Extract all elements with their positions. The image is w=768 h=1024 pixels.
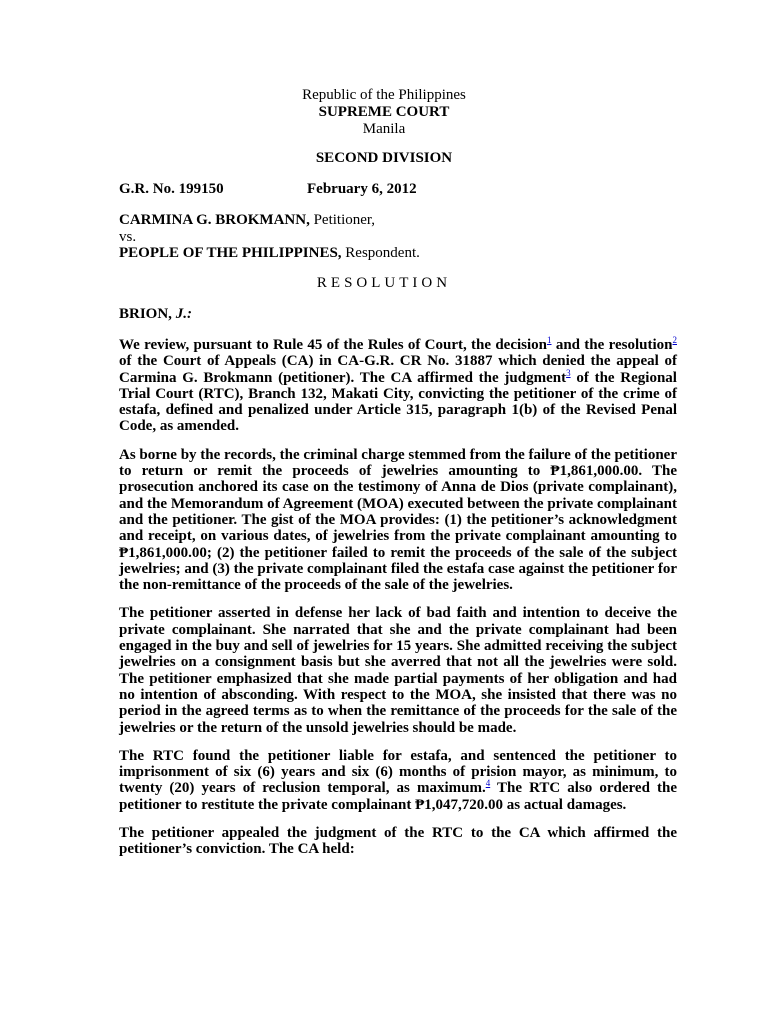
paragraph-1 [119, 337, 677, 435]
versus-label: vs. [119, 229, 137, 245]
footnote-1-link[interactable]: 1 [547, 335, 552, 345]
republic-line: Republic of the Philippines [302, 87, 466, 103]
paragraph-1-text-d: of the Regional Trial Court (RTC), Branch 132, Makati City, convicting the petitioner of the crime of estafa, defined and penalized under Article 315, paragraph 1(b) of the Revised Penal Code, as amended. [119, 369, 677, 435]
court-location: Manila [362, 121, 406, 137]
petitioner-name: CARMINA G. BROKMANN, [119, 212, 310, 228]
paragraph-4 [119, 748, 677, 813]
footnote-3-link[interactable]: 3 [566, 367, 571, 378]
paragraph-5: The petitioner appealed the judgment of the RTC to the CA which affirmed the petitioner’s conviction. The CA held: [119, 825, 677, 858]
resolution-body [119, 337, 677, 870]
paragraph-4-text-b: The RTC also ordered the petitioner to restitute the private complainant ₱1,047,720.00 as actual damages. [119, 780, 678, 813]
paragraph-2: As borne by the records, the criminal charge stemmed from the failure of the petitioner to return or remit the proceeds of jewelries amounting to ₱1,861,000.00. The prosecution anchored its case on the testimony of Anna de Dios (private complainant), and the Memorandum of Agreement (MOA) executed between the private complainant and the petitioner. The gist of the MOA provides: (1) the petitioner’s acknowledgment and receipt, on various dates, of jewelries from the private complainant amounting to ₱1,861,000.00; (2) the petitioner failed to remit the proceeds of the sale of the subject jewelries; and (3) the private complainant filed the estafa case against the petitioner for the non-remittance of the proceeds of the sale of the jewelries. [119, 446, 677, 594]
case-number: G.R. No. 199150 [119, 181, 224, 197]
footnote-2-link[interactable]: 2 [672, 335, 677, 345]
paragraph-1-text-a: We review, pursuant to Rule 45 of the Rules of Court, the decision [119, 337, 548, 353]
respondent-line [119, 245, 420, 262]
case-date: February 6, 2012 [307, 181, 417, 197]
ponente-name: BRION, [119, 306, 172, 322]
court-name: SUPREME COURT [318, 104, 450, 120]
ponente-suffix: J.: [175, 306, 192, 322]
paragraph-1-text-c: of the Court of Appeals (CA) in CA-G.R. CR No. 31887 which denied the appeal of Carmina G. Brokmann (petitioner). The CA affirmed the judgment [119, 353, 677, 386]
petitioner-line [119, 212, 375, 229]
ponente-line [119, 306, 192, 323]
document-title: RESOLUTION [316, 275, 452, 291]
paragraph-3: The petitioner asserted in defense her lack of bad faith and intention to deceive the private complainant. She narrated that she and the private complainant had been engaged in the buy and sell of jewelries for 15 years. She admitted receiving the subject jewelries on a consignment basis but she averred that not all the jewelries were sold. The petitioner emphasized that she made partial payments of her obligation and had no intention of absconding. With respect to the MOA, she insisted that there was no period in the agreed terms as to when the remittance of the proceeds for the sale of the jewelries or the return of the unsold jewelries should be made. [119, 605, 677, 736]
respondent-role: Respondent. [341, 245, 420, 261]
paragraph-1-text-b: and the resolution [551, 337, 673, 353]
footnote-4-link[interactable]: 4 [485, 778, 491, 789]
respondent-name: PEOPLE OF THE PHILIPPINES, [119, 245, 342, 261]
petitioner-role: Petitioner, [309, 212, 376, 228]
paragraph-4-text-a: The RTC found the petitioner liable for estafa, and sentenced the petitioner to imprisonment of six (6) years and six (6) months of prision mayor, as minimum, to twenty (20) years of reclusion temporal, as maximum. [119, 747, 677, 797]
division-name: SECOND DIVISION [315, 150, 453, 166]
